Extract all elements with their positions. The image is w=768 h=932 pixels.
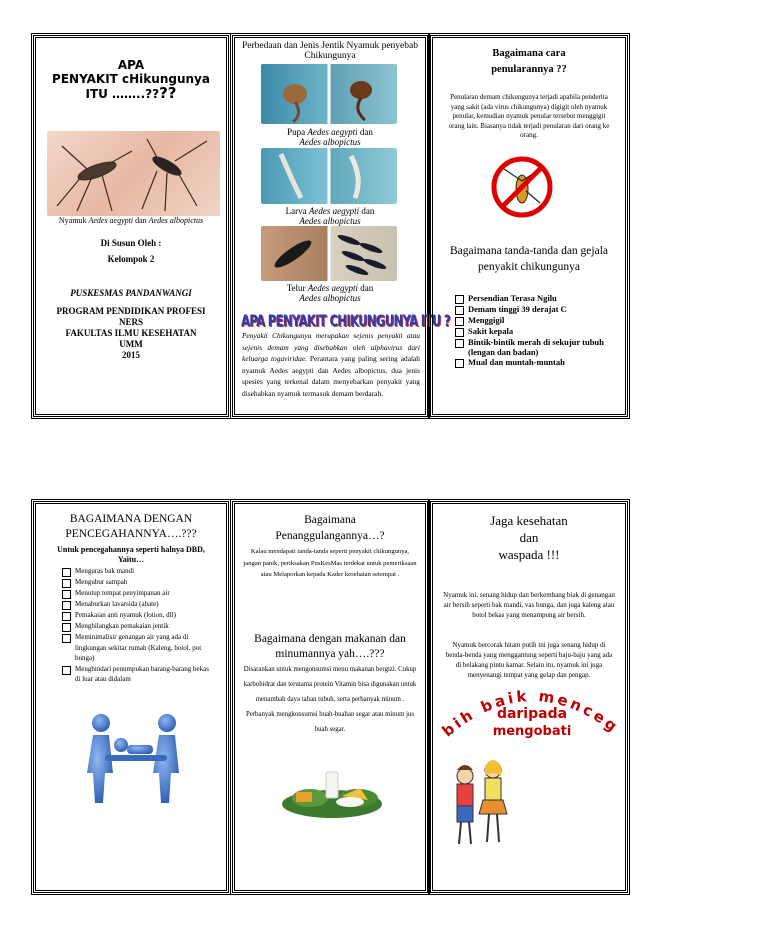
pupa-caption-species-2: Aedes albopictus [299,137,361,147]
checkbox-icon [62,612,71,621]
egg-photo [261,226,397,281]
symptom-item [455,315,619,326]
no-mosquito-icon [490,155,554,219]
pupa-caption-prefix: Pupa [287,127,308,137]
wordart-title: APA PENYAKIT CHIKUNGUNYA ITU ? [241,311,450,330]
egg-caption-species-2: Aedes albopictus [299,293,361,303]
nutrition-text: Disarankan untuk mengonsumsi menu makanan bergizi. Cukup karbohidrat dan terutama protein Vitamin bisa digunakan untuk menambah daya tahan tubuh, serta perbanyak minum . Perbanyak mengkonsumsi buah-buahan segar atau minum jus buah segar. [243,666,417,733]
prevention-text: Menutup tempat penyimpanan air [75,589,170,597]
larva-photo [261,148,397,204]
larva-icon [261,148,397,204]
caption-connector: dan [133,216,149,225]
checkbox-icon [62,601,71,610]
symptom-item [455,326,619,337]
program-name: PROGRAM PENDIDIKAN PROFESI NERS [56,306,206,327]
egg-caption [235,283,425,303]
awareness-heading-line3: waspada !!! [498,547,560,562]
symptom-item [455,304,619,315]
caption-species-1: Aedes aegypti [88,216,134,225]
definition-italic: Penyakit Chikungunya merupakan sejenis penyakit atau sejenis demam yang disebabkan oleh alphavirus dari keluarga togaviridae. [242,331,420,363]
definition-rest: Perantara yang paling sering adalah nyamuk Aedes aegypti dan Aedes albopictus, dua jenis spesies yang terkenal dalam menyebarkan penyakit yang disebabkan nyamuk termasuk demam berdarah. [242,354,421,398]
checkbox-icon [62,666,71,675]
mosquito-illustration-icon [47,131,220,216]
pupa-caption [235,127,425,147]
checkbox-icon [62,634,71,643]
prevention-list [62,566,216,685]
symptom-item [455,293,619,304]
cover-title-line3-text: ITU ……..?? [85,87,160,101]
year: 2015 [122,350,140,360]
puskesmas-name: PUSKESMAS PANDANWANGI [70,288,192,298]
prevention-heading: BAGAIMANA DENGAN PENCEGAHANNYA….??? [65,513,197,540]
compiled-by: Di Susun Oleh : [100,238,162,248]
healthy-food-icon [280,768,385,820]
larva-heading: Perbedaan dan Jenis Jentik Nyamuk penyebab Chikungunya [242,41,418,61]
prevention-text: Menguras bak mandi [75,567,135,575]
checkbox-icon [455,328,464,337]
prevention-item [62,599,216,610]
cover-title-line1: APA [117,58,145,72]
cover-title-line3-emph: ?? [159,84,177,102]
breeding-text: Nyamuk ini, senang hidup dan berkembang biak di genangan air bersih seperti bak mandi, vas bunga, dan juga kaleng atau botol bekas yang menampung air bersih. [443,591,615,619]
panel-larva [232,35,450,417]
panel-awareness [430,501,628,893]
treatment-text: Kalau mendapati tanda-tanda seperti penyakit chikungunya, jangan panik, periksakan PusKesMas terdekat untuk pemeriksaan atau Melaporkan kepada Kader kesehatan setempat . [243,548,417,578]
caption-species-2: Aedes albopictus [148,216,204,225]
symptom-item [455,337,619,357]
prevention-item [62,588,216,599]
larva-caption-prefix: Larva [285,206,309,216]
prevention-intro: Untuk pencegahannya seperti halnya DBD, Yaitu… [57,545,205,564]
awareness-heading [443,512,615,563]
checkbox-icon [455,317,464,326]
prevention-text: Menghindari penumpukan barang-barang bekas di luar atau didalam [75,664,209,683]
children-icon [441,754,517,854]
prevention-item [62,664,216,685]
prevention-item [62,610,216,621]
prevention-text: Menghilangkan pemakaian jentik [75,622,169,630]
prevention-text: Meminimalisir genangan air yang ada di lingkungan sekitar rumah (Kaleng, botol, pot bunga) [75,633,202,662]
slogan-arc-text: bih baik menceg [438,686,623,741]
symptoms-list [455,293,619,368]
larva-caption-species-2: Aedes albopictus [299,216,361,226]
prevention-item [62,632,216,664]
faculty-name: FAKULTAS ILMU KESEHATAN [65,328,197,338]
cover-title-line3 [36,86,226,101]
awareness-heading-line1: Jaga kesehatan [490,513,568,528]
checkbox-icon [455,339,464,348]
pupa-icon [261,64,397,124]
checkbox-icon [62,579,71,588]
symptom-text: Demam tinggi 39 derajat C [468,304,567,314]
checkbox-icon [62,568,71,577]
mosquito-photo [47,131,220,216]
treatment-heading: Bagaimana Penanggulangannya…? [275,514,385,542]
symptom-text: Bintik-bintik merah di sekujur tubuh (lengan dan badan) [468,337,604,357]
transmission-text: Penularan demam chikungunya terjadi apabila penderita yang sakit (ada virus chikungunya) digigit oleh nyamuk penular, kemudian nyamuk penular tersebut menggigit orang lain. Biasanya tidak terjadi penularan dari orang ke orang. [448,93,610,139]
stretcher-figure [81,709,191,819]
egg-caption-species-1: Aedes aegypti [307,283,359,293]
mosquito-caption [36,216,226,226]
larva-caption-species-1: Aedes aegypti [308,206,360,216]
larva-caption [235,206,425,226]
prevention-text: Pemakaian anti nyamuk (lotion, dll) [75,611,176,619]
egg-caption-connector: dan [358,283,374,293]
prevention-item [62,566,216,577]
slogan-line3: mengobati [492,724,572,739]
checkbox-icon [455,306,464,315]
food-photo [280,768,385,820]
symptom-item [455,357,619,368]
group-name: Kelompok 2 [107,254,155,264]
prevention-text: Menaburkan lavarsida (abate) [75,600,159,608]
egg-icon [261,226,397,281]
slogan-line2: daripada [496,706,568,722]
caption-prefix: Nyamuk [58,216,89,225]
checkbox-icon [62,623,71,632]
chikungunya-definition [242,330,420,399]
symptom-text: Persendian Terasa Ngilu [468,293,557,303]
institution-block [46,306,216,361]
checkbox-icon [62,590,71,599]
prevention-item [62,577,216,588]
slogan-wordart [437,676,627,756]
cover-title-line2: PENYAKIT cHikungunya [52,72,210,86]
panel-transmission [430,35,628,417]
egg-caption-prefix: Telur [286,283,308,293]
symptom-text: Mual dan muntah-muntah [468,357,565,367]
cover-title [36,58,226,101]
pupa-caption-connector: dan [357,127,373,137]
prohibited-mosquito-icon [490,155,554,219]
pupa-photo [261,64,397,124]
kids-figure [441,754,517,854]
panel-cover [33,35,229,417]
prevention-text: Mengubur sampah [75,578,128,586]
nutrition-heading: Bagaimana dengan makanan dan minumannya yah….??? [254,633,406,660]
symptom-text: Menggigil [468,315,505,325]
panel-treatment [232,501,428,893]
checkbox-icon [455,295,464,304]
panel-prevention [33,501,229,893]
symptom-text: Sakit kepala [468,326,514,336]
checkbox-icon [455,359,464,368]
symptoms-heading: Bagaimana tanda-tanda dan gejala penyakit chikungunya [449,245,609,273]
pupa-caption-species-1: Aedes aegypti [307,127,358,137]
transmission-heading: Bagaimana cara penularannya ?? [491,48,567,75]
prevention-item [62,621,216,632]
habitat-text: Nyamuk bercorak hitam putih ini juga senang hidup di benda-benda yang menggantung seperti baju-baju yang ada di belakang pintu kamar. Selain itu, nyamuk ini juga menyenangi tempat yang gelap dan pengap. [445,641,613,679]
university-name: UMM [119,339,143,349]
larva-caption-connector: dan [359,206,375,216]
stretcher-carry-icon [81,709,191,819]
awareness-heading-line2: dan [519,530,539,545]
